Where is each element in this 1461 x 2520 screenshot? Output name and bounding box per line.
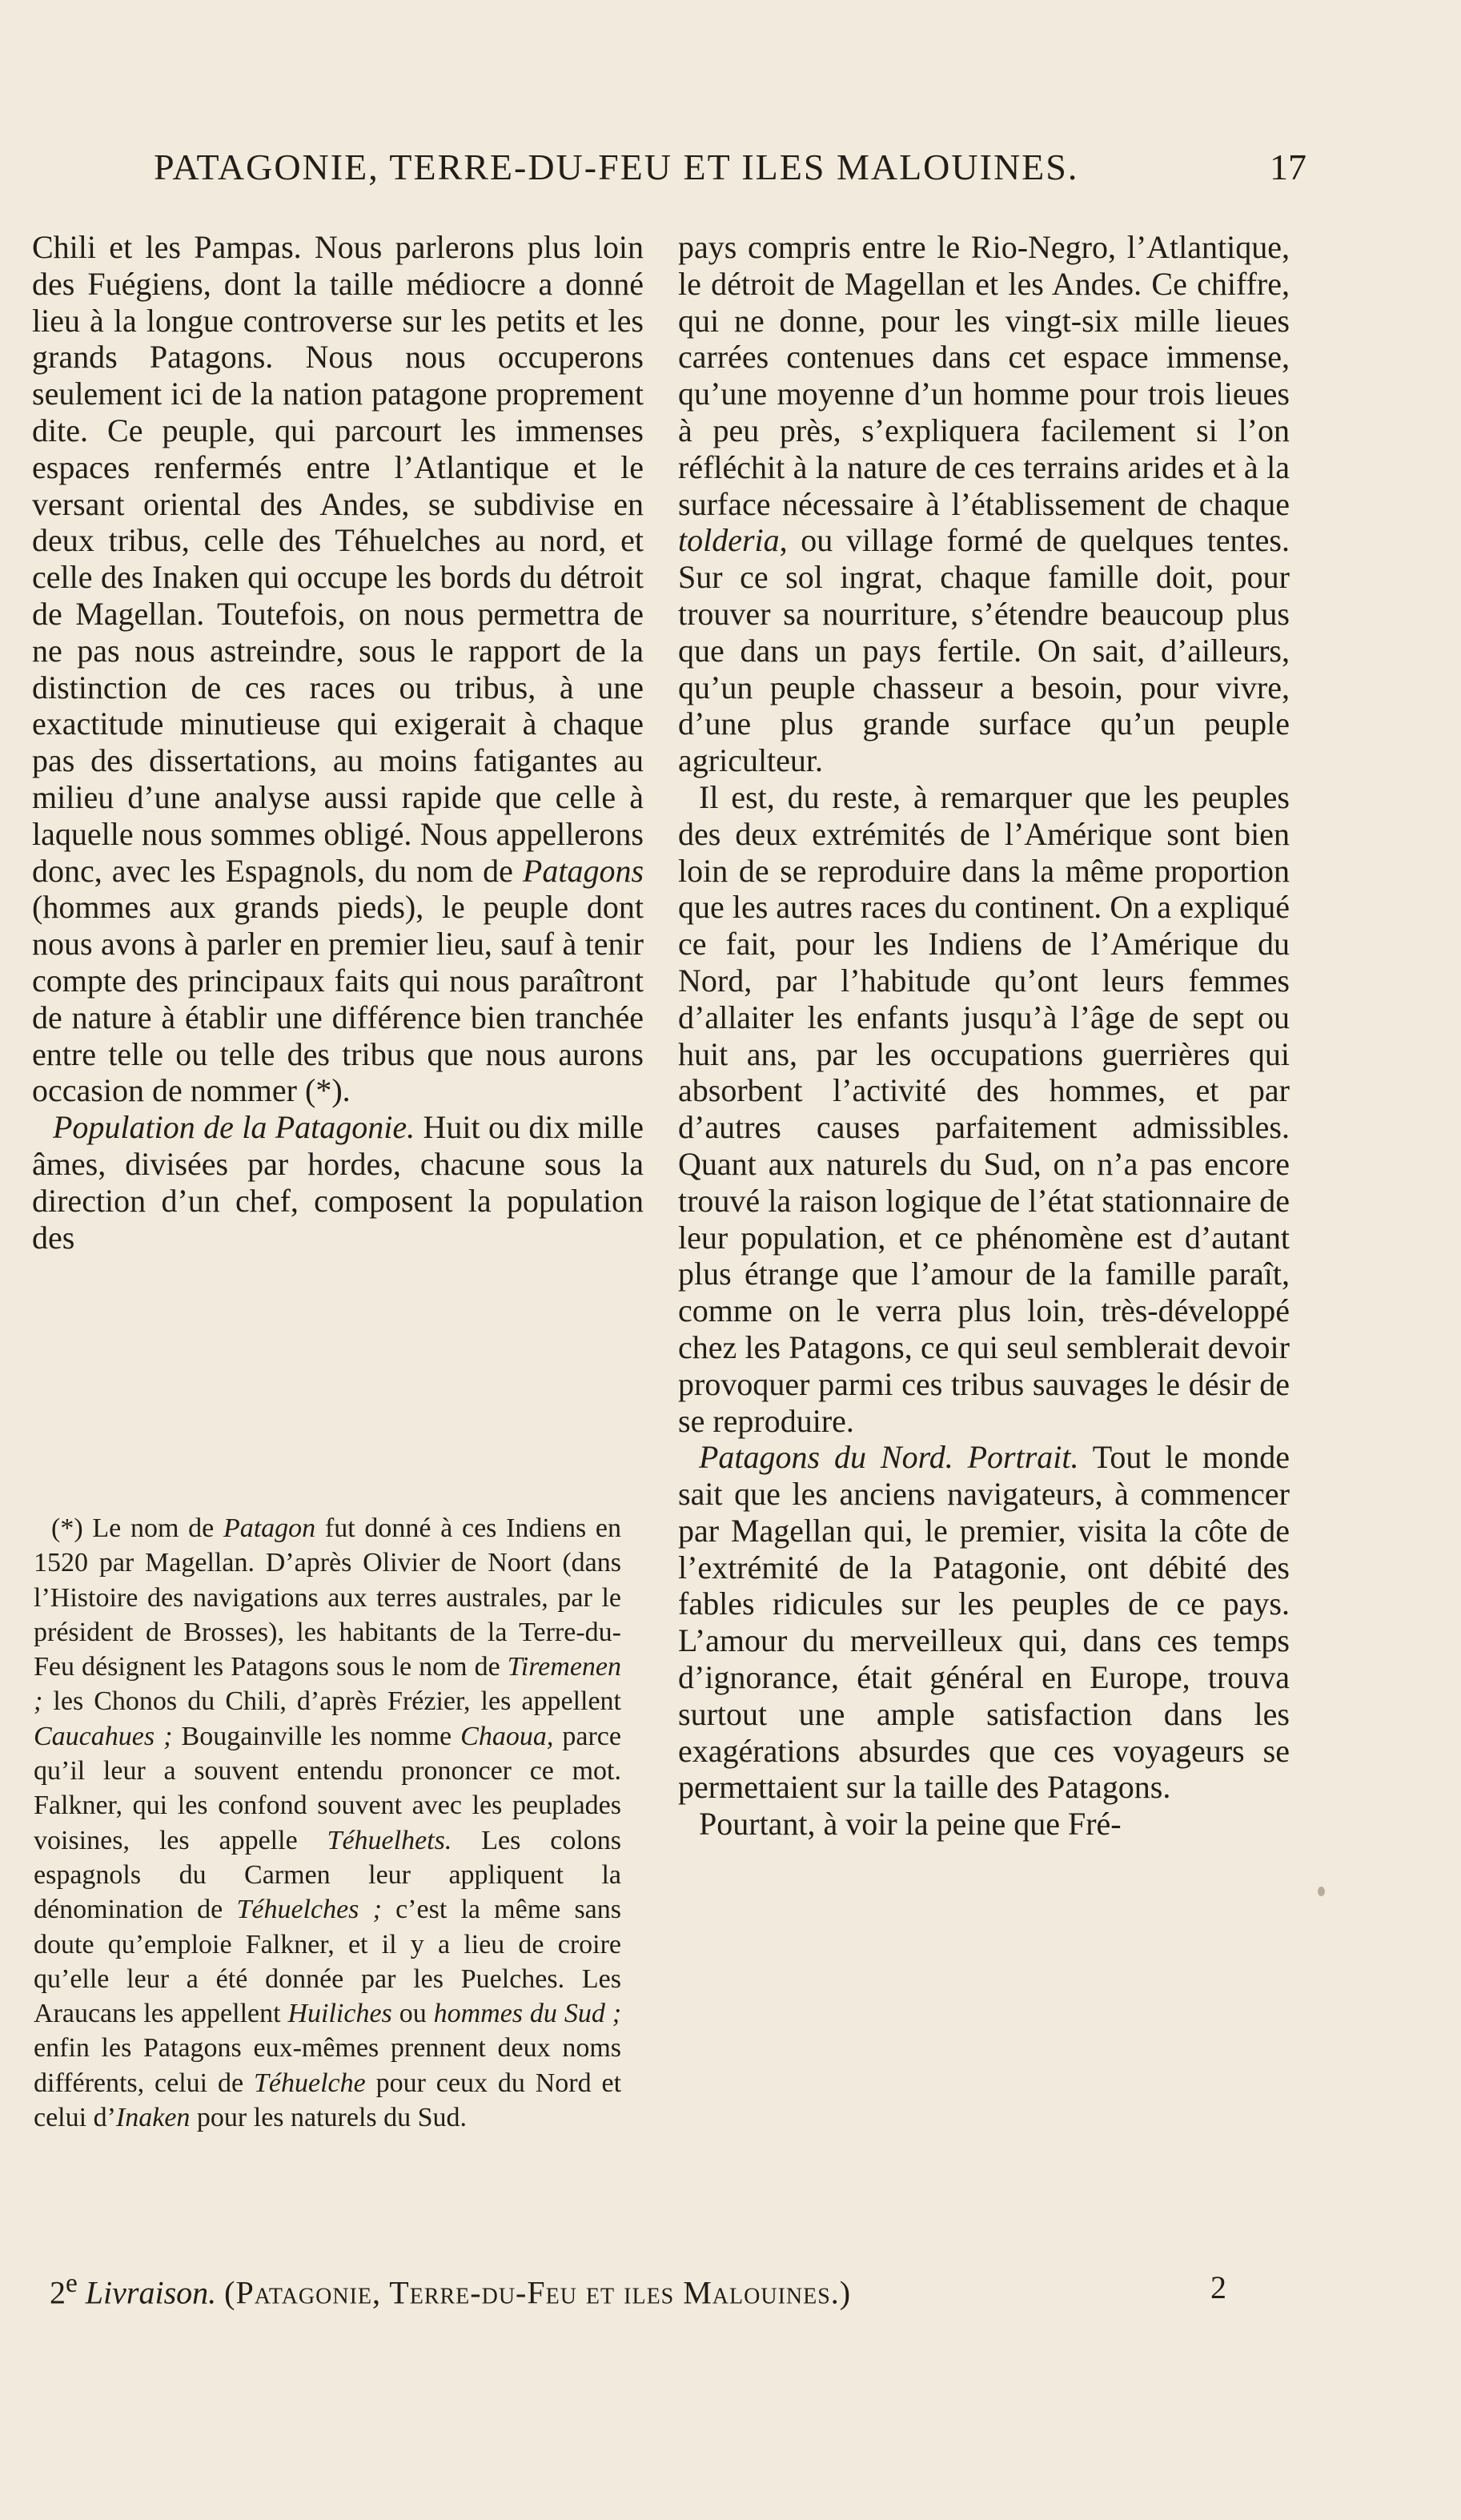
paper-speck	[1318, 1887, 1325, 1896]
footnote-marker: (*)	[51, 1513, 83, 1543]
livraison-word: Livraison.	[85, 2274, 217, 2311]
right-paragraph-3: Patagons du Nord. Portrait. Tout le monde sait que les anciens navigateurs, à commencer par Magellan qui, le premier, visita la côte de l’extrémité de la Patagonie, ont débité des fables ridicules sur les peuples de ce pays. L’amour du merveilleux qui, dans ces temps d’ignorance, était général en Europe, trouva surtout une ample satisfaction dans les exagérations absurdes que ces voyageurs se permettaient sur la taille des Patagons.	[678, 1439, 1290, 1806]
page-footer	[50, 2269, 1226, 2317]
section-heading-population: Population de la Patagonie.	[53, 1109, 415, 1146]
running-title: PATAGONIE, TERRE-DU-FEU ET ILES MALOUINES.	[154, 147, 1079, 187]
footnote	[34, 1511, 621, 2135]
italic-term-patagons: Patagons	[522, 852, 644, 889]
section-heading-portrait: Patagons du Nord. Portrait.	[699, 1439, 1079, 1476]
page-number: 17	[1270, 147, 1306, 187]
footnote-text: (*) Le nom de Patagon fut donné à ces Indiens en 1520 par Magellan. D’après Olivier de Noort (dans l’Histoire des navigations aux terres australes, par le président de Brosses), les habitants de la Terre-du-Feu désignent les Patagons sous le nom de Tiremenen ; les Chonos du Chili, d’après Frézier, les appellent Caucahues ; Bougainville les nomme Chaoua, parce qu’il leur a souvent entendu prononcer ce mot. Falkner, qui les confond souvent avec les peuplades voisines, les appelle Téhuelhets. Les colons espagnols du Carmen leur appliquent la dénomination de Téhuelches ; c’est la même sans doute qu’emploie Falkner, et il y a lieu de croire qu’elle leur a été donnée par les Puelches. Les Araucans les appellent Huiliches ou hommes du Sud ; enfin les Patagons eux-mêmes prennent deux noms différents, celui de Téhuelche pour ceux du Nord et celui d’Inaken pour les naturels du Sud.	[34, 1513, 622, 2133]
right-paragraph-4: Pourtant, à voir la peine que Fré-	[699, 1806, 1122, 1843]
left-paragraph-1: Chili et les Pampas. Nous parlerons plus loin des Fuégiens, dont la taille médiocre a donné lieu à la longue controverse sur les petits et les grands Patagons. Nous nous occuperons seulement ici de la nation patagone proprement dite. Ce peuple, qui parcourt les immenses espaces renfermés entre l’Atlantique et le versant oriental des Andes, se subdivise en deux tribus, celle des Téhuelches au nord, et celle des Inaken qui occupe les bords du détroit de Magellan. Toutefois, on nous permettra de ne pas nous astreindre, sous le rapport de la distinction de ces races ou tribus, à une exactitude minutieuse qui exigerait à chaque pas des dissertations, au moins fatigantes au milieu d’une analyse aussi rapide que celle à laquelle nous sommes obligé. Nous appellerons donc, avec les Espagnols, du nom de Patagons (hommes aux grands pieds), le peuple dont nous avons à parler en premier lieu, sauf à tenir compte des principaux faits qui nous paraîtront de nature à établir une différence bien tranchée entre telle ou telle des tribus que nous aurons occasion de nommer (*).	[32, 229, 644, 1109]
right-column	[678, 229, 1290, 1843]
left-paragraph-2: Population de la Patagonie. Huit ou dix mille âmes, divisées par hordes, chacune sous la direction d’un chef, composent la population des	[32, 1109, 644, 1256]
right-paragraph-1: pays compris entre le Rio-Negro, l’Atlantique, le détroit de Magellan et les Andes. Ce chiffre, qui ne donne, pour les vingt-six mille lieues carrées contenues dans cet espace immense, qu’une moyenne d’un homme pour trois lieues à peu près, s’expliquera facilement si l’on réfléchit à la nature de ces terrains arides et à la surface nécessaire à l’établissement de chaque tolderia, ou village formé de quelques tentes. Sur ce sol ingrat, chaque famille doit, pour trouver sa nourriture, s’étendre beaucoup plus que dans un pays fertile. On sait, d’ailleurs, qu’un peuple chasseur a besoin, pour vivre, d’une plus grande surface qu’un peuple agriculteur.	[678, 229, 1290, 779]
right-paragraph-2: Il est, du reste, à remarquer que les peuples des deux extrémités de l’Amérique sont bien loin de se reproduire dans la même proportion que les autres races du continent. On a expliqué ce fait, pour les Indiens de l’Amérique du Nord, par l’habitude qu’ont leurs femmes d’allaiter les enfants jusqu’à l’âge de sept ou huit ans, par les occupations guerrières qui absorbent l’activité des hommes, et par d’autres causes parfaitement admissibles. Quant aux naturels du Sud, on n’a pas encore trouvé la raison logique de l’état stationnaire de leur population, et ce phénomène est d’autant plus étrange que l’amour de la famille paraît, comme on le verra plus loin, très-développé chez les Patagons, ce qui seul semblerait devoir provoquer parmi ces tribus sauvages le désir de se reproduire.	[678, 778, 1290, 1439]
livraison-superscript: e	[66, 2269, 78, 2298]
livraison-number: 2	[50, 2274, 66, 2311]
running-head	[154, 146, 1306, 202]
livraison-subtitle: (Patagonie, Terre-du-Feu et iles Malouines.)	[224, 2274, 852, 2311]
italic-term-tolderia: tolderia	[678, 522, 780, 559]
left-column	[32, 229, 644, 1256]
livraison-line	[50, 2269, 851, 2311]
signature-mark: 2	[1210, 2269, 1226, 2305]
